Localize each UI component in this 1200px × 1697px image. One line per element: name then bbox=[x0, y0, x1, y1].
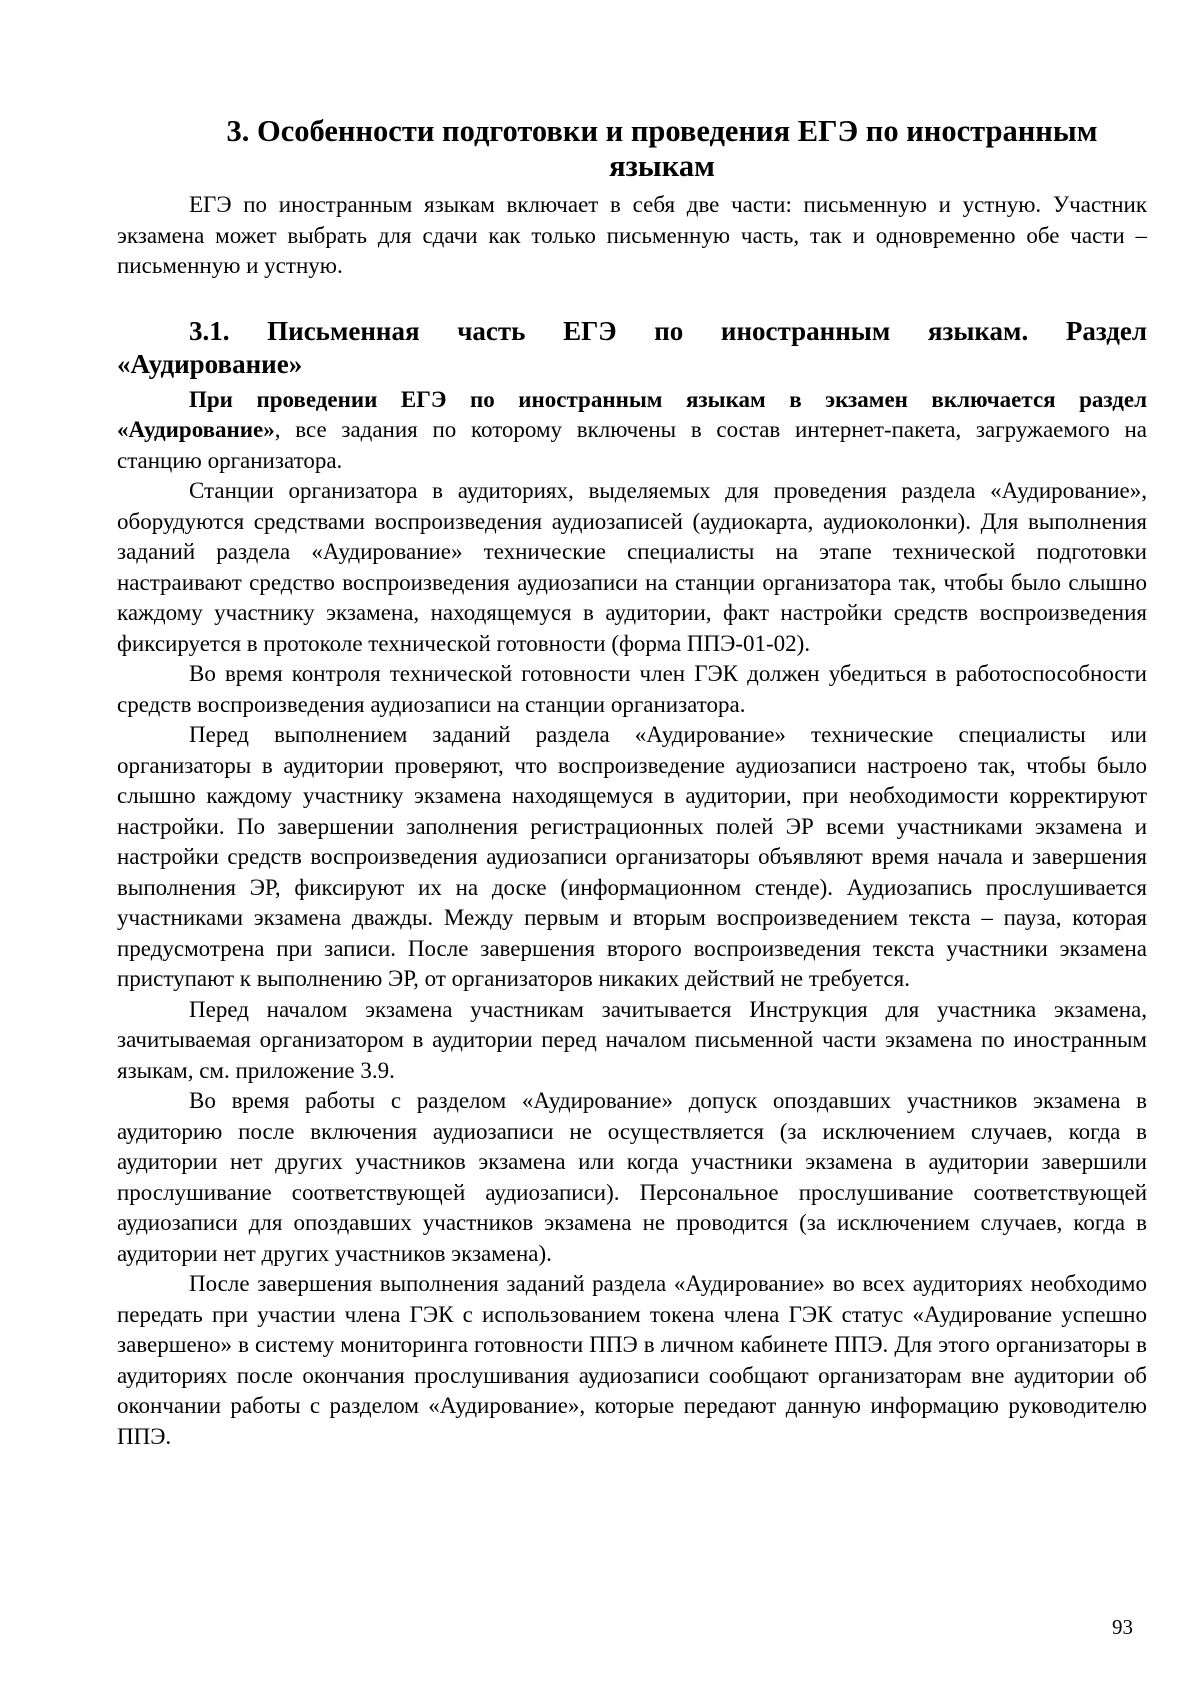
chapter-title: 3. Особенности подготовки и проведения ЕГЭ по иностранным языкам bbox=[226, 114, 1098, 183]
paragraph-1 bbox=[117, 385, 1147, 477]
paragraph-7: После завершения выполнения заданий раздела «Аудирование» во всех аудиториях необходимо передать при участии члена ГЭК с использованием токена члена ГЭК статус «Аудирование успешно завершено» в систему мониторинга готовности ППЭ в личном кабинете ППЭ. Для этого организаторы в аудиториях после окончания прослушивания аудиозаписи сообщают организаторам вне аудитории об окончании работы с разделом «Аудирование», которые передают данную информацию руководителю ППЭ. bbox=[117, 1271, 1147, 1449]
paragraph-3: Во время контроля технической готовности член ГЭК должен убедиться в работоспособности средств воспроизведения аудиозаписи на станции организатора. bbox=[117, 661, 1147, 717]
document-page bbox=[117, 114, 1147, 1452]
intro-paragraph: ЕГЭ по иностранным языкам включает в себя две части: письменную и устную. Участник экзамена может выбрать для сдачи как только письменную часть, так и одновременно обе части – письменную и устную. bbox=[117, 192, 1147, 278]
paragraph-5: Перед началом экзамена участникам зачитывается Инструкция для участника экзамена, зачитываемая организатором в аудитории перед началом письменной части экзамена по иностранным языкам, см. приложение 3.9. bbox=[117, 996, 1147, 1083]
paragraph-1-text: , все задания по которому включены в состав интернет-пакета, загружаемого на станцию организатора. bbox=[117, 417, 1147, 473]
paragraph-6: Во время работы с разделом «Аудирование» допуск опоздавших участников экзамена в аудиторию после включения аудиозаписи не осуществляется (за исключением случаев, когда в аудитории нет других участников экзамена или когда участники экзамена в аудитории завершили прослушивание соответствующей аудиозаписи). Персональное прослушивание соответствующей аудиозаписи для опоздавших участников экзамена не проводится (за исключением случаев, когда в аудитории нет других участников экзамена). bbox=[117, 1088, 1147, 1266]
paragraph-4: Перед выполнением заданий раздела «Аудирование» технические специалисты или организаторы в аудитории проверяют, что воспроизведение аудиозаписи настроено так, чтобы было слышно каждому участнику экзамена находящемуся в аудитории, при необходимости корректируют настройки. По завершении заполнения регистрационных полей ЭР всеми участниками экзамена и настройки средств воспроизведения аудиозаписи организаторы объявляют время начала и завершения выполнения ЭР, фиксируют их на доске (информационном стенде). Аудиозапись прослушивается участниками экзамена дважды. Между первым и вторым воспроизведением текста – пауза, которая предусмотрена при записи. После завершения второго воспроизведения текста участники экзамена приступают к выполнению ЭР, от организаторов никаких действий не требуется. bbox=[117, 722, 1147, 991]
page-number: 93 bbox=[1112, 1615, 1133, 1639]
section-title: 3.1. Письменная часть ЕГЭ по иностранным языкам. Раздел «Аудирование» bbox=[117, 315, 1147, 379]
paragraph-2: Станции организатора в аудиториях, выделяемых для проведения раздела «Аудирование», оборудуются средствами воспроизведения аудиозаписей (аудиокарта, аудиоколонки). Для выполнения заданий раздела «Аудирование» технические специалисты на этапе технической подготовки настраивают средство воспроизведения аудиозаписи на станции организатора так, чтобы было слышно каждому участнику экзамена, находящемуся в аудитории, факт настройки средств воспроизведения фиксируется в протоколе технической готовности (форма ППЭ-01-02). bbox=[117, 478, 1147, 656]
paragraph-1-bold-lead: При проведении ЕГЭ по иностранным языкам в экзамен включается раздел «Аудирование» bbox=[117, 386, 1147, 442]
